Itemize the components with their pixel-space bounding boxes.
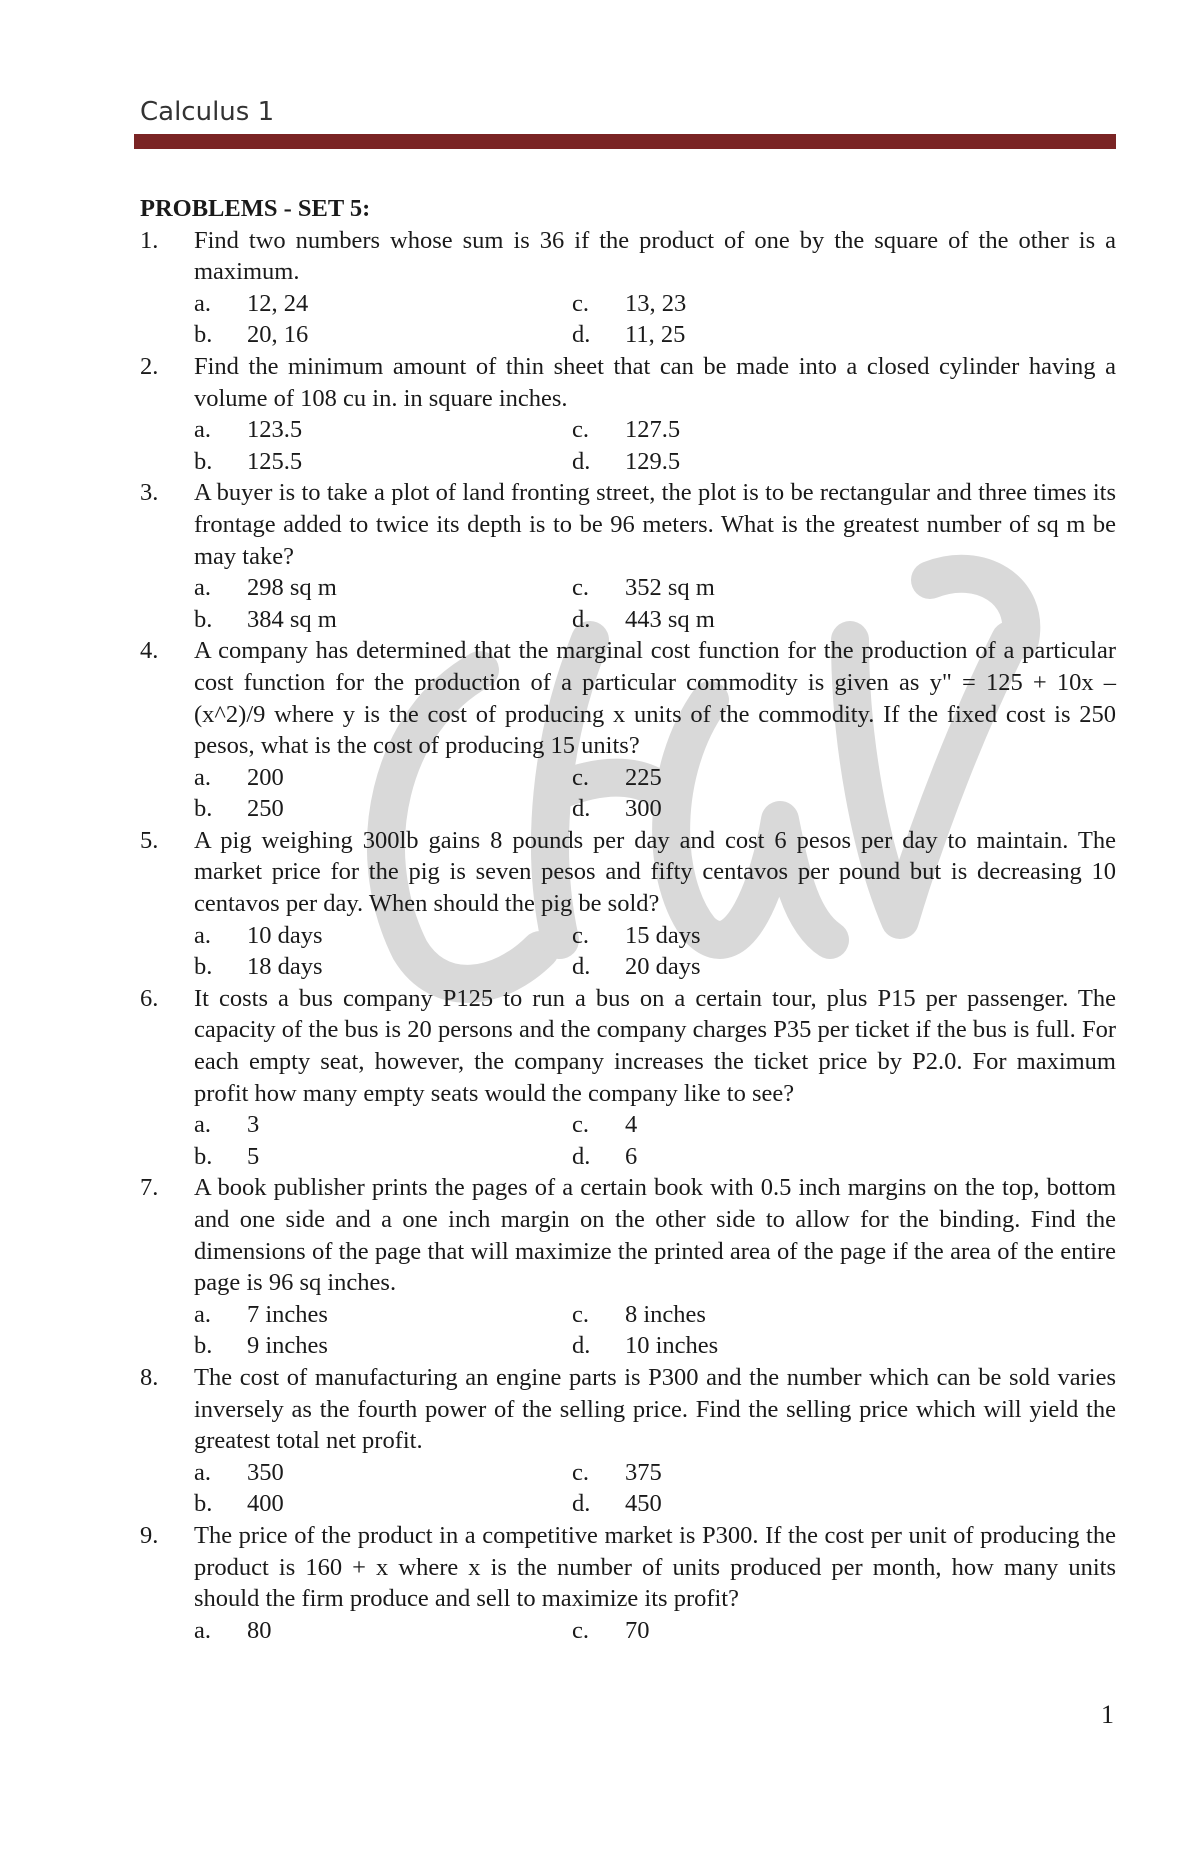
- problem-number: 6.: [140, 984, 159, 1012]
- problem-number: 8.: [140, 1363, 159, 1391]
- problem-number: 2.: [140, 352, 159, 380]
- choice-value: 443 sq m: [625, 605, 715, 633]
- header-rule: [134, 134, 1116, 149]
- problem-row: [140, 351, 1116, 414]
- choice-letter: a.: [194, 574, 211, 602]
- answer-choice: [572, 414, 950, 446]
- answer-choice: [194, 288, 572, 320]
- problem-item: [140, 351, 1116, 477]
- answer-choice: [194, 1615, 572, 1647]
- problem-item: [140, 983, 1116, 1173]
- problem-number: 1.: [140, 226, 159, 254]
- choice-letter: a.: [194, 921, 211, 949]
- problem-number: 3.: [140, 479, 159, 507]
- problem-text: Find two numbers whose sum is 36 if the product of one by the square of the other is a maximum.: [194, 226, 1116, 286]
- choice-value: 6: [625, 1142, 638, 1170]
- answer-choice: [572, 1109, 950, 1141]
- choice-value: 129.5: [625, 447, 681, 475]
- problem-item: [140, 1520, 1116, 1646]
- choice-row: [194, 1141, 1116, 1173]
- answer-choice: [572, 1299, 950, 1331]
- choice-letter: a.: [194, 1300, 211, 1328]
- choice-value: 384 sq m: [247, 605, 337, 633]
- choice-value: 20, 16: [247, 321, 309, 349]
- problem-row: [140, 225, 1116, 288]
- choice-letter: c.: [572, 921, 589, 949]
- choice-value: 5: [247, 1142, 260, 1170]
- choice-letter: d.: [572, 321, 591, 349]
- choice-value: 375: [625, 1458, 662, 1486]
- problem-row: [140, 983, 1116, 1109]
- choice-row: [194, 1109, 1116, 1141]
- choice-row: [194, 1615, 1116, 1647]
- answer-choice: [194, 793, 572, 825]
- choice-value: 3: [247, 1111, 260, 1139]
- problem-text: A company has determined that the marginal cost function for the production of a particular cost function for the production of a particular commodity is given as y" = 125 + 10x – (x^2)/9 where y is the cost of producing x units of the commodity. If the fixed cost is 250 pesos, what is the cost of producing 15 units?: [194, 637, 1116, 760]
- choice-row: [194, 288, 1116, 320]
- choice-value: 15 days: [625, 921, 701, 949]
- problem-item: [140, 225, 1116, 351]
- answer-choice: [194, 1141, 572, 1173]
- choice-value: 20 days: [625, 953, 701, 981]
- choice-value: 11, 25: [625, 321, 686, 349]
- choice-letter: d.: [572, 1490, 591, 1518]
- answer-choice: [194, 414, 572, 446]
- problem-text: Find the minimum amount of thin sheet that can be made into a closed cylinder having a volume of 108 cu in. in square inches.: [194, 352, 1116, 412]
- problem-item: [140, 1362, 1116, 1520]
- choice-value: 350: [247, 1458, 284, 1486]
- choice-letter: d.: [572, 447, 591, 475]
- choice-letter: b.: [194, 1142, 213, 1170]
- answer-choices: [194, 1299, 1116, 1362]
- problem-text: A buyer is to take a plot of land fronting street, the plot is to be rectangular and three times its frontage added to twice its depth is to be 96 meters. What is the greatest number of sq m be may take?: [194, 479, 1116, 570]
- answer-choices: [194, 288, 1116, 351]
- choice-letter: a.: [194, 1458, 211, 1486]
- choice-value: 125.5: [247, 447, 303, 475]
- answer-choice: [572, 1330, 950, 1362]
- choice-letter: b.: [194, 795, 213, 823]
- answer-choice: [194, 1299, 572, 1331]
- choice-row: [194, 604, 1116, 636]
- set-title: PROBLEMS - SET 5:: [140, 195, 371, 222]
- choice-value: 12, 24: [247, 289, 309, 317]
- answer-choice: [572, 1457, 950, 1489]
- choice-letter: b.: [194, 447, 213, 475]
- answer-choice: [194, 319, 572, 351]
- answer-choice: [194, 951, 572, 983]
- answer-choice: [194, 1109, 572, 1141]
- choice-value: 352 sq m: [625, 574, 715, 602]
- choice-value: 123.5: [247, 416, 303, 444]
- problem-text: A book publisher prints the pages of a certain book with 0.5 inch margins on the top, bottom and one side and a one inch margin on the other side to allow for the binding. Find the dimensions of the page that will maximize the printed area of the page if the area of the entire page is 96 sq inches.: [194, 1174, 1116, 1297]
- choice-value: 300: [625, 795, 662, 823]
- choice-letter: d.: [572, 1332, 591, 1360]
- choice-row: [194, 572, 1116, 604]
- choice-row: [194, 446, 1116, 478]
- choice-letter: b.: [194, 1332, 213, 1360]
- problem-item: [140, 1172, 1116, 1362]
- problem-text: The price of the product in a competitive market is P300. If the cost per unit of producing the product is 160 + x where x is the number of units produced per month, how many units should the firm produce and sell to maximize its profit?: [194, 1521, 1116, 1613]
- choice-letter: c.: [572, 289, 589, 317]
- choice-row: [194, 920, 1116, 952]
- choice-letter: d.: [572, 953, 591, 981]
- choice-letter: d.: [572, 1142, 591, 1170]
- choice-value: 13, 23: [625, 289, 687, 317]
- problem-list: [140, 225, 1116, 1647]
- answer-choice: [572, 951, 950, 983]
- choice-value: 10 days: [247, 921, 323, 949]
- problem-text: A pig weighing 300lb gains 8 pounds per day and cost 6 pesos per day to maintain. The market price for the pig is seven pesos and fifty centavos per pound but is decreasing 10 centavos per day. When should the pig be sold?: [194, 826, 1116, 918]
- choice-letter: c.: [572, 763, 589, 791]
- answer-choices: [194, 1615, 1116, 1647]
- problem-item: [140, 635, 1116, 825]
- choice-letter: a.: [194, 416, 211, 444]
- problem-number: 9.: [140, 1521, 159, 1549]
- choice-letter: b.: [194, 1490, 213, 1518]
- choice-letter: c.: [572, 416, 589, 444]
- answer-choice: [194, 446, 572, 478]
- answer-choice: [194, 920, 572, 952]
- problem-item: [140, 825, 1116, 983]
- choice-value: 70: [625, 1616, 650, 1644]
- choice-letter: c.: [572, 1300, 589, 1328]
- choice-row: [194, 319, 1116, 351]
- answer-choice: [572, 1488, 950, 1520]
- problem-number: 7.: [140, 1174, 159, 1202]
- answer-choice: [572, 319, 950, 351]
- choice-letter: c.: [572, 1458, 589, 1486]
- problem-item: [140, 477, 1116, 635]
- choice-value: 127.5: [625, 416, 681, 444]
- choice-row: [194, 1330, 1116, 1362]
- answer-choice: [572, 793, 950, 825]
- choice-letter: c.: [572, 574, 589, 602]
- choice-letter: b.: [194, 605, 213, 633]
- page-number: 1: [1101, 1700, 1114, 1729]
- problem-row: [140, 477, 1116, 572]
- answer-choices: [194, 414, 1116, 477]
- answer-choice: [572, 762, 950, 794]
- choice-letter: a.: [194, 1111, 211, 1139]
- answer-choice: [194, 604, 572, 636]
- answer-choices: [194, 1109, 1116, 1172]
- answer-choice: [572, 446, 950, 478]
- choice-value: 18 days: [247, 953, 323, 981]
- choice-value: 298 sq m: [247, 574, 337, 602]
- choice-value: 9 inches: [247, 1332, 328, 1360]
- choice-value: 250: [247, 795, 284, 823]
- problem-row: [140, 1520, 1116, 1615]
- choice-value: 400: [247, 1490, 284, 1518]
- answer-choice: [572, 920, 950, 952]
- answer-choice: [572, 604, 950, 636]
- choice-value: 8 inches: [625, 1300, 706, 1328]
- choice-letter: d.: [572, 795, 591, 823]
- choice-value: 450: [625, 1490, 662, 1518]
- problem-number: 5.: [140, 826, 159, 854]
- choice-value: 200: [247, 763, 284, 791]
- answer-choice: [194, 1488, 572, 1520]
- choice-letter: c.: [572, 1111, 589, 1139]
- choice-row: [194, 951, 1116, 983]
- header-title: Calculus 1: [140, 97, 275, 127]
- answer-choices: [194, 762, 1116, 825]
- problem-row: [140, 1362, 1116, 1457]
- answer-choice: [194, 762, 572, 794]
- choice-letter: a.: [194, 763, 211, 791]
- choice-value: 7 inches: [247, 1300, 328, 1328]
- choice-value: 80: [247, 1616, 272, 1644]
- choice-letter: b.: [194, 321, 213, 349]
- answer-choice: [194, 1330, 572, 1362]
- choice-value: 225: [625, 763, 662, 791]
- problem-text: It costs a bus company P125 to run a bus on a certain tour, plus P15 per passenger. The capacity of the bus is 20 persons and the company charges P35 per ticket if the bus is full. For each empty seat, however, the company increases the ticket price by P2.0. For maximum profit how many empty seats would the company like to see?: [194, 984, 1116, 1107]
- answer-choice: [194, 1457, 572, 1489]
- answer-choice: [572, 1615, 950, 1647]
- choice-row: [194, 1299, 1116, 1331]
- answer-choices: [194, 920, 1116, 983]
- choice-row: [194, 1457, 1116, 1489]
- choice-row: [194, 793, 1116, 825]
- choice-value: 4: [625, 1111, 638, 1139]
- choice-row: [194, 1488, 1116, 1520]
- problem-text: The cost of manufacturing an engine parts is P300 and the number which can be sold varies inversely as the fourth power of the selling price. Find the selling price which will yield the greatest total net profit.: [194, 1363, 1116, 1455]
- answer-choice: [572, 572, 950, 604]
- answer-choice: [572, 288, 950, 320]
- answer-choice: [572, 1141, 950, 1173]
- choice-value: 10 inches: [625, 1332, 719, 1360]
- answer-choice: [194, 572, 572, 604]
- answer-choices: [194, 572, 1116, 635]
- choice-letter: d.: [572, 605, 591, 633]
- choice-letter: b.: [194, 953, 213, 981]
- problem-row: [140, 825, 1116, 920]
- problem-set: [140, 193, 1116, 1646]
- problem-row: [140, 635, 1116, 761]
- choice-row: [194, 414, 1116, 446]
- problem-number: 4.: [140, 637, 159, 665]
- problem-row: [140, 1172, 1116, 1298]
- choice-letter: a.: [194, 1616, 211, 1644]
- choice-row: [194, 762, 1116, 794]
- answer-choices: [194, 1457, 1116, 1520]
- choice-letter: c.: [572, 1616, 589, 1644]
- choice-letter: a.: [194, 289, 211, 317]
